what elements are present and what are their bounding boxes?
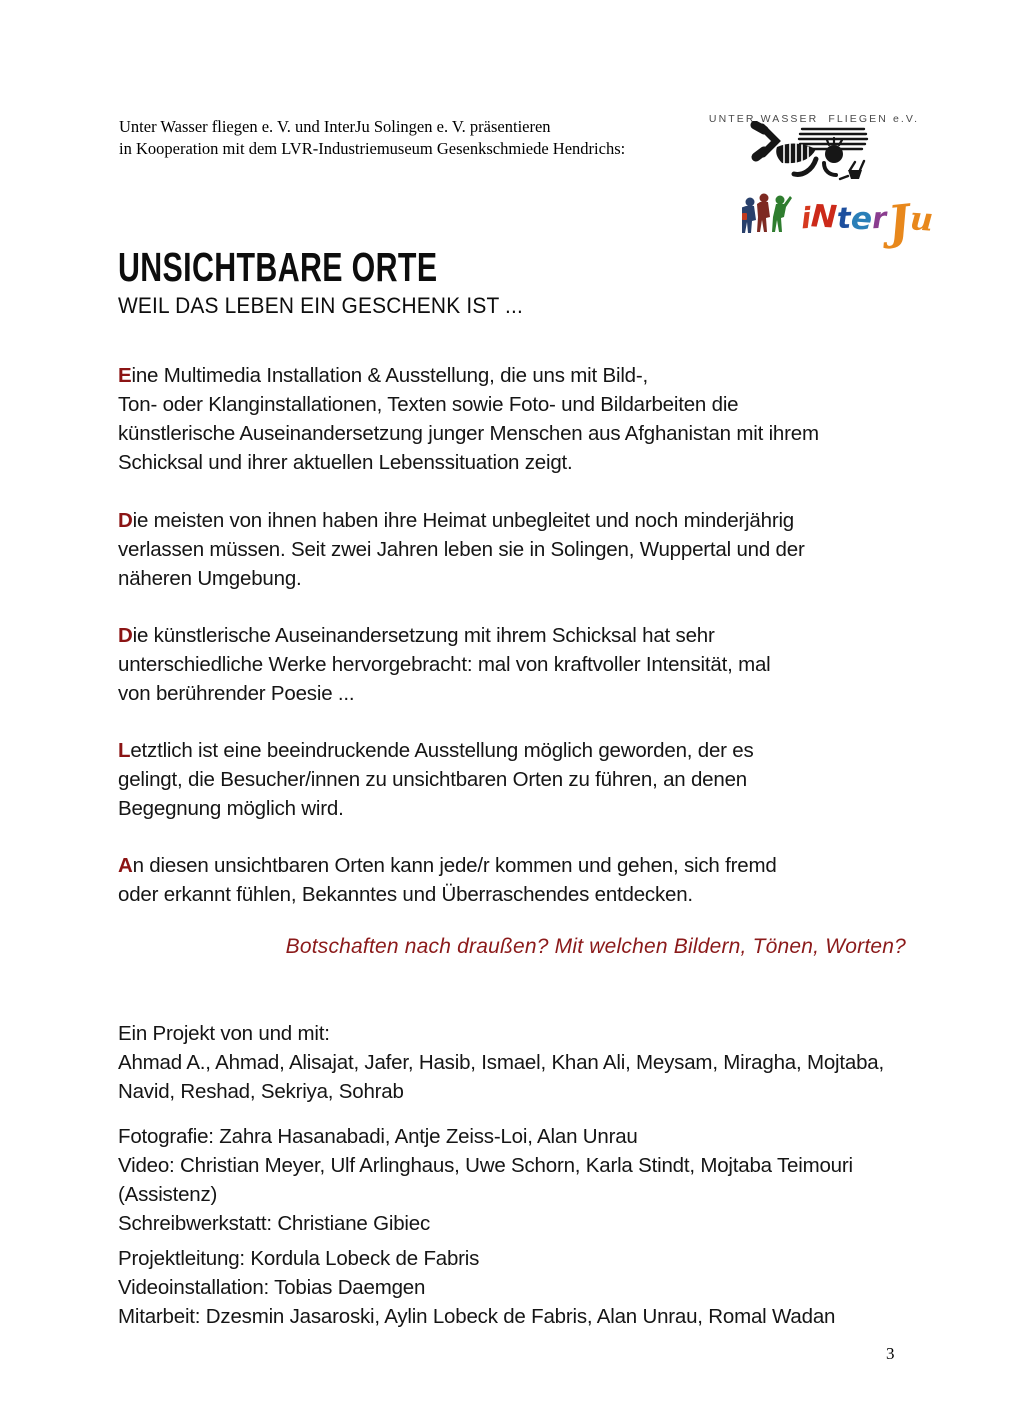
paragraph-line: gelingt, die Besucher/innen zu unsichtbaren Orten zu führen, an denen — [118, 768, 747, 791]
paragraph-line: Ton- oder Klanginstallationen, Texten sowie Foto- und Bildarbeiten die — [118, 393, 739, 416]
dropcap: D — [118, 509, 133, 532]
interju-logo — [742, 185, 935, 250]
interju-letter: r — [871, 200, 887, 236]
interju-letter: t — [836, 200, 852, 236]
credits-line: Ein Projekt von und mit: — [118, 1022, 330, 1045]
header-presenter-text — [119, 116, 625, 159]
credits-line: Navid, Reshad, Sekriya, Sohrab — [118, 1080, 404, 1103]
paragraph-line: verlassen müssen. Seit zwei Jahren leben sie in Solingen, Wuppertal und der — [118, 538, 805, 561]
uwf-swimmer-drawing-icon — [750, 121, 874, 190]
paragraph-works — [118, 621, 918, 708]
paragraph-line: ie künstlerische Auseinandersetzung mit ihrem Schicksal hat sehr — [132, 624, 715, 647]
paragraph-line: oder erkannt fühlen, Bekanntes und Überraschendes entdecken. — [118, 883, 693, 906]
paragraph-line: n diesen unsichtbaren Orten kann jede/r kommen und gehen, sich fremd — [132, 854, 777, 877]
credits-line: Videoinstallation: Tobias Daemgen — [118, 1276, 426, 1299]
interju-wordmark — [799, 185, 935, 250]
credits-media — [118, 1122, 938, 1238]
credits-line: Projektleitung: Kordula Lobeck de Fabris — [118, 1247, 480, 1270]
paragraph-line: künstlerische Auseinandersetzung junger Menschen aus Afghanistan mit ihrem — [118, 422, 819, 445]
paragraph-line: unterschiedliche Werke hervorgebracht: mal von kraftvoller Intensität, mal — [118, 653, 771, 676]
paragraph-line: näheren Umgebung. — [118, 567, 302, 590]
uwf-logo-text-right: FLIEGEN e.V. — [828, 113, 920, 125]
uwf-logo-text-left: UNTER WASSER — [708, 113, 819, 125]
paragraph-intro — [118, 361, 918, 477]
interju-letter: i — [799, 200, 813, 236]
paragraph-line: etztlich ist eine beeindruckende Ausstellung möglich geworden, der es — [130, 739, 754, 762]
paragraph-exhibition — [118, 736, 918, 823]
paragraph-visitors — [118, 851, 918, 909]
interju-letter: u — [908, 199, 935, 239]
credits-line: Ahmad A., Ahmad, Alisajat, Jafer, Hasib, Ismael, Khan Ali, Meysam, Miragha, Mojtaba, — [118, 1051, 884, 1074]
credits-line: Mitarbeit: Dzesmin Jasaroski, Aylin Lobeck de Fabris, Alan Unrau, Romal Wadan — [118, 1305, 836, 1328]
question-line: Botschaften nach draußen? Mit welchen Bildern, Tönen, Worten? — [285, 935, 906, 958]
credits-line: Fotografie: Zahra Hasanabadi, Antje Zeiss-Loi, Alan Unrau — [118, 1125, 638, 1148]
page-subtitle: WEIL DAS LEBEN EIN GESCHENK IST ... — [118, 293, 524, 318]
paragraph-line: Begegnung möglich wird. — [118, 797, 344, 820]
dropcap: A — [118, 854, 133, 877]
dropcap: E — [118, 364, 132, 387]
paragraph-background — [118, 506, 918, 593]
page-title: UNSICHTBARE ORTE — [118, 244, 438, 290]
credits-line: Schreibwerkstatt: Christiane Gibiec — [118, 1212, 431, 1235]
interju-letter: e — [849, 200, 874, 238]
page-number: 3 — [886, 1344, 895, 1363]
credits-line: Video: Christian Meyer, Ulf Arlinghaus, Uwe Schorn, Karla Stindt, Mojtaba Teimouri — [118, 1154, 853, 1177]
header-line-1: Unter Wasser fliegen e. V. und InterJu Solingen e. V. präsentieren — [119, 117, 551, 136]
paragraph-line: von berührender Poesie ... — [118, 682, 355, 705]
header-line-2: in Kooperation mit dem LVR-Industriemuseum Gesenkschmiede Hendrichs: — [119, 138, 626, 158]
credits-leadership — [118, 1244, 938, 1331]
interju-children-figures-icon — [742, 189, 794, 239]
interju-letter: J — [885, 194, 913, 250]
credits-line: (Assistenz) — [118, 1183, 218, 1206]
paragraph-line: ie meisten von ihnen haben ihre Heimat unbegleitet und noch minderjährig — [132, 509, 794, 532]
credits-project — [118, 1019, 938, 1106]
dropcap: L — [118, 739, 131, 762]
interju-letter: N — [810, 198, 838, 236]
dropcap: D — [118, 624, 133, 647]
paragraph-line: ine Multimedia Installation & Ausstellung, die uns mit Bild-, — [131, 364, 648, 387]
paragraph-line: Schicksal und ihrer aktuellen Lebenssituation zeigt. — [118, 451, 573, 474]
